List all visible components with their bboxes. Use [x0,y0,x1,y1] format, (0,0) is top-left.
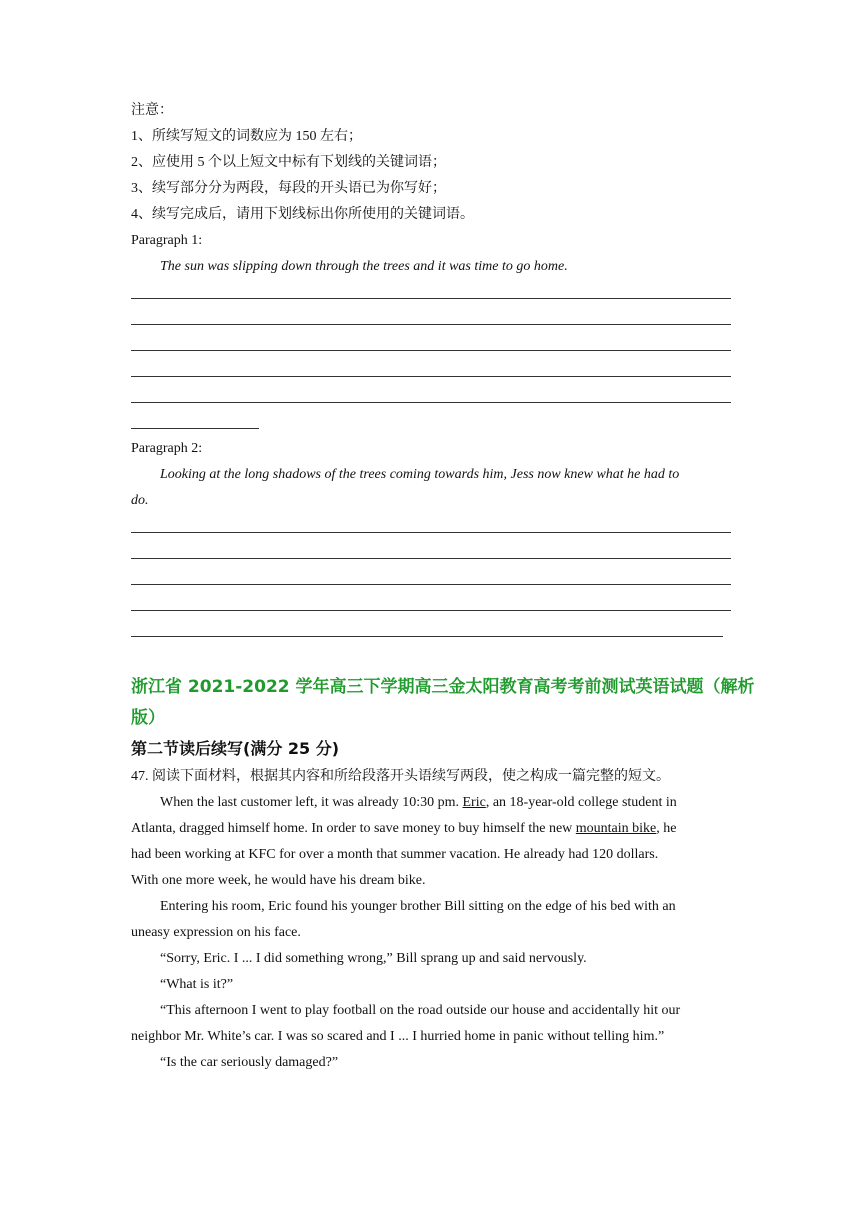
answer-line [131,410,731,436]
story-line: “Sorry, Eric. I ... I did something wrong,” Bill sprang up and said nervously. [160,951,587,966]
answer-line [131,306,731,332]
section-title-line2: 版） [131,708,165,728]
keyword-mountain-bike: mountain bike [575,821,657,836]
story-line: neighbor Mr. White’s car. I was so scared and I ... I hurried home in panic without telling him.” [131,1029,665,1044]
section-title-line1: 浙江省 2021-2022 学年高三下学期高三金太阳教育高考考前测试英语试题（解析 [131,677,755,697]
answer-line [131,384,731,410]
question-prompt: 47. 阅读下面材料，根据其内容和所给段落开头语续写两段，使之构成一篇完整的短文。 [131,769,670,784]
paragraph1-label: Paragraph 1: [131,233,203,248]
story-line [131,790,731,816]
answer-line [131,358,731,384]
story-line: “What is it?” [160,977,234,992]
story-text-span: , an 18-year-old college student in [485,795,677,810]
note-item-3: 3、续写部分分为两段，每段的开头语已为你写好； [131,181,446,196]
story-line: uneasy expression on his face. [131,925,301,940]
story-text-span: , he [656,821,677,836]
story-line [131,816,731,842]
story-line: Entering his room, Eric found his younger brother Bill sitting on the edge of his bed with an [160,899,676,914]
paragraph2-label: Paragraph 2: [131,441,203,456]
paragraph2-opening: Looking at the long shadows of the trees coming towards him, Jess now knew what he had to [160,467,680,482]
section-title [131,672,755,734]
notes-heading: 注意： [131,103,173,118]
story-line: had been working at KFC for over a month that summer vacation. He already had 120 dollars. [131,847,659,862]
paragraph2-opening-cont: do. [131,493,149,508]
section-subtitle: 第二节读后续写(满分 25 分) [131,739,340,758]
story-text [131,790,731,1076]
story-line: With one more week, he would have his dream bike. [131,873,426,888]
document-page [131,98,755,1076]
note-item-2: 2、应使用 5 个以上短文中标有下划线的关键词语； [131,155,446,170]
answer-line [131,618,731,644]
answer-line [131,332,731,358]
story-line: “This afternoon I went to play football on the road outside our house and accidentally hit our [160,1003,681,1018]
answer-line [131,280,731,306]
note-item-1: 1、所续写短文的词数应为 150 左右； [131,129,362,144]
story-text-span: When the last customer left, it was already 10:30 pm. [160,795,463,810]
note-item-4: 4、续写完成后，请用下划线标出你所使用的关键词语。 [131,207,474,222]
story-line: “Is the car seriously damaged?” [160,1055,339,1070]
answer-line [131,540,731,566]
answer-line [131,592,731,618]
story-text-span: Atlanta, dragged himself home. In order to save money to buy himself the new [131,821,576,836]
keyword-eric: Eric [462,795,486,810]
answer-line [131,514,731,540]
answer-line [131,566,731,592]
paragraph1-opening: The sun was slipping down through the trees and it was time to go home. [160,259,568,274]
